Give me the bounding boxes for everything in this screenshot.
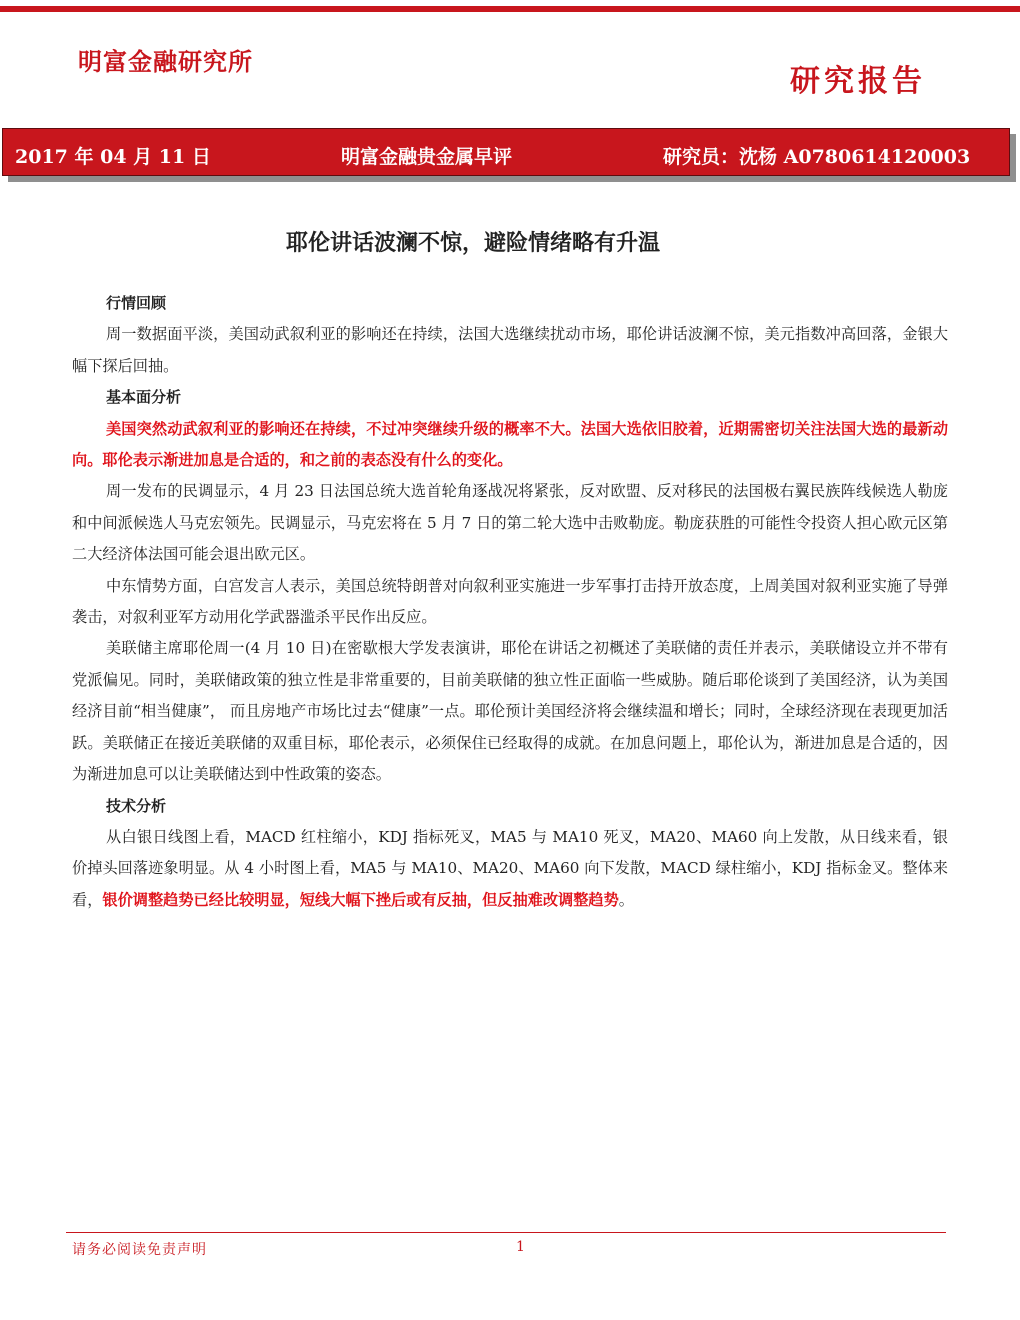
top-red-rule [0, 6, 1020, 12]
report-type-label: 研究报告 [790, 64, 926, 99]
analyst-info: 研究员：沈杨 A0780614120003 [663, 146, 971, 168]
technical-paragraph [72, 822, 948, 916]
report-date: 2017 年 04 月 11 日 [15, 146, 211, 168]
fundamentals-paragraph-2: 中东情势方面，白宫发言人表示，美国总统特朗普对向叙利亚实施进一步军事打击持开放态度，上周美国对叙利亚实施了导弹袭击，对叙利亚军方动用化学武器滥杀平民作出反应。 [72, 576, 948, 627]
disclaimer-link[interactable]: 请务必阅读免责声明 [72, 1242, 207, 1258]
section-heading-review: 行情回顾 [106, 294, 167, 312]
technical-text: 从白银日线图上看，MACD 红柱缩小，KDJ 指标死叉，MA5 与 MA10 死叉，MA20、MA60 向上发散，从日线来看，银价掉头回落迹象明显。从 4 小时图上看，MA5 与 MA10、MA20、MA60 向下发散，MACD 绿柱缩小，KDJ 指标金叉。整体来看， [72, 827, 948, 909]
report-series-title: 明富金融贵金属早评 [341, 146, 513, 168]
page-number: 1 [516, 1239, 525, 1255]
fundamentals-paragraph-1: 周一发布的民调显示，4 月 23 日法国总统大选首轮角逐战况将紧张，反对欧盟、反对移民的法国极右翼民族阵线候选人勒庞和中间派候选人马克宏领先。民调显示，马克宏将在 5 月 7 日的第二轮大选中击败勒庞。勒庞获胜的可能性令投资人担心欧元区第二大经济体法国可能会退出欧元区。 [72, 482, 948, 564]
article-body [72, 288, 948, 916]
report-banner [2, 128, 1010, 176]
section-heading-fundamentals: 基本面分析 [106, 388, 182, 407]
section-heading-technical: 技术分析 [106, 796, 167, 815]
fundamentals-highlight: 美国突然动武叙利亚的影响还在持续，不过冲突继续升级的概率不大。法国大选依旧胶着，近期需密切关注法国大选的最新动向。耶伦表示渐进加息是合适的，和之前的表态没有什么的变化。 [72, 419, 948, 470]
technical-highlight: 银价调整趋势已经比较明显，短线大幅下挫后或有反抽，但反抽难改调整趋势 [102, 890, 619, 909]
technical-end: 。 [618, 890, 634, 909]
banner-box [2, 128, 1010, 176]
footer-rule [66, 1232, 946, 1233]
company-logo: 明富金融研究所 [78, 48, 253, 76]
fundamentals-paragraph-3: 美联储主席耶伦周一(4 月 10 日)在密歇根大学发表演讲，耶伦在讲话之初概述了美联储的责任并表示，美联储设立并不带有党派偏见。同时，美联储政策的独立性是非常重要的，目前美联储的独立性正面临一些威胁。随后耶伦谈到了美国经济，认为美国经济目前“相当健康”， 而且房地产市场比过去“健康”一点。耶伦预计美国经济将会继续温和增长；同时，全球经济现在表现更加活跃。美联储正在接近美联储的双重目标，耶伦表示，必须保住已经取得的成就。在加息问题上，耶伦认为，渐进加息是合适的，因为渐进加息可以让美联储达到中性政策的姿态。 [72, 639, 948, 784]
review-paragraph: 周一数据面平淡，美国动武叙利亚的影响还在持续，法国大选继续扰动市场，耶伦讲话波澜不惊，美元指数冲高回落，金银大幅下探后回抽。 [72, 325, 948, 375]
article-headline: 耶伦讲话波澜不惊，避险情绪略有升温 [285, 231, 660, 256]
